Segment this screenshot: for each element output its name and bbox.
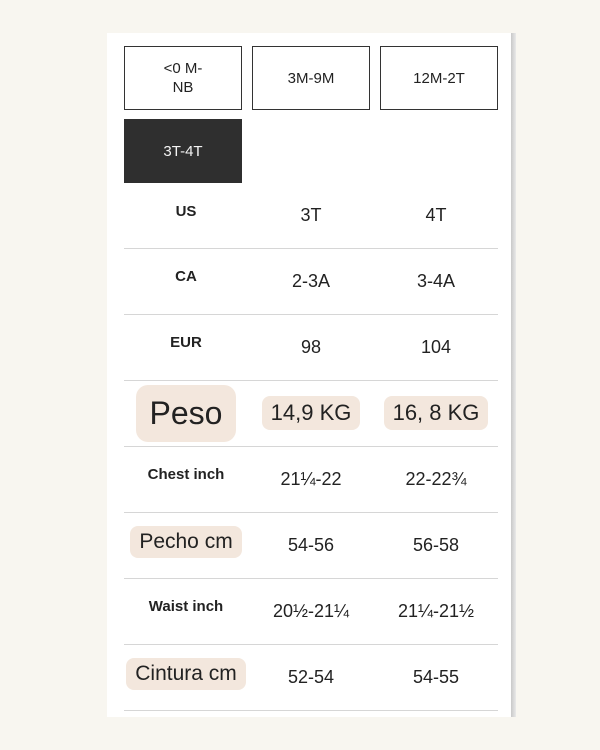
table-row-waist-inch	[124, 578, 498, 645]
table-row-us	[124, 182, 498, 249]
row-value-3t: 2-3A	[291, 270, 331, 291]
row-value-3t: 20½-21¼	[272, 600, 350, 621]
row-label: Cintura cm	[126, 658, 246, 690]
size-tab-label: <0 M- NB	[163, 60, 203, 96]
row-value-4t: 3-4A	[416, 270, 456, 291]
table-row-cintura-cm	[124, 644, 498, 711]
row-value-3t: 14,9 KG	[262, 396, 361, 430]
size-tab-12m-2t[interactable]	[380, 46, 498, 110]
row-label: Pecho cm	[130, 526, 241, 558]
row-label: Chest inch	[147, 465, 225, 483]
row-value-4t: 54-55	[412, 666, 460, 687]
row-label: Waist inch	[148, 597, 224, 615]
table-row-ca	[124, 248, 498, 315]
row-label: Peso	[136, 385, 237, 442]
size-tab-label: 12M-2T	[413, 69, 465, 87]
size-tab-3m-9m[interactable]	[252, 46, 370, 110]
row-label-cell	[124, 380, 248, 446]
row-value-4t: 16, 8 KG	[384, 396, 489, 430]
row-label: EUR	[170, 333, 202, 351]
row-value-4t: 56-58	[412, 534, 460, 555]
table-row-eur	[124, 314, 498, 381]
row-value-3t: 21¼-22	[280, 468, 342, 489]
row-value-3t: 54-56	[287, 534, 335, 555]
row-label: CA	[175, 267, 197, 285]
row-label-cell	[124, 512, 248, 578]
row-value-4t: 22-22¾	[405, 468, 467, 489]
row-value-cell	[248, 380, 374, 446]
row-value-3t: 98	[300, 336, 322, 357]
table-row-chest-inch	[124, 446, 498, 513]
row-value-cell	[374, 380, 498, 446]
row-value-4t: 104	[420, 336, 452, 357]
table-row-pecho-cm	[124, 512, 498, 579]
row-label: US	[175, 202, 197, 220]
panel-scroll-edge	[511, 33, 516, 717]
size-tab-0m-nb[interactable]	[124, 46, 242, 110]
size-tab-label: 3T-4T	[163, 142, 203, 160]
row-value-4t: 21¼-21½	[397, 600, 475, 621]
row-value-3t: 3T	[300, 204, 322, 225]
size-tab-label: 3M-9M	[287, 69, 335, 87]
row-label-cell	[124, 644, 248, 710]
row-value-4t: 4T	[425, 204, 447, 225]
table-row-peso	[124, 380, 498, 447]
size-tab-3t-4t[interactable]	[124, 119, 242, 183]
row-value-3t: 52-54	[287, 666, 335, 687]
